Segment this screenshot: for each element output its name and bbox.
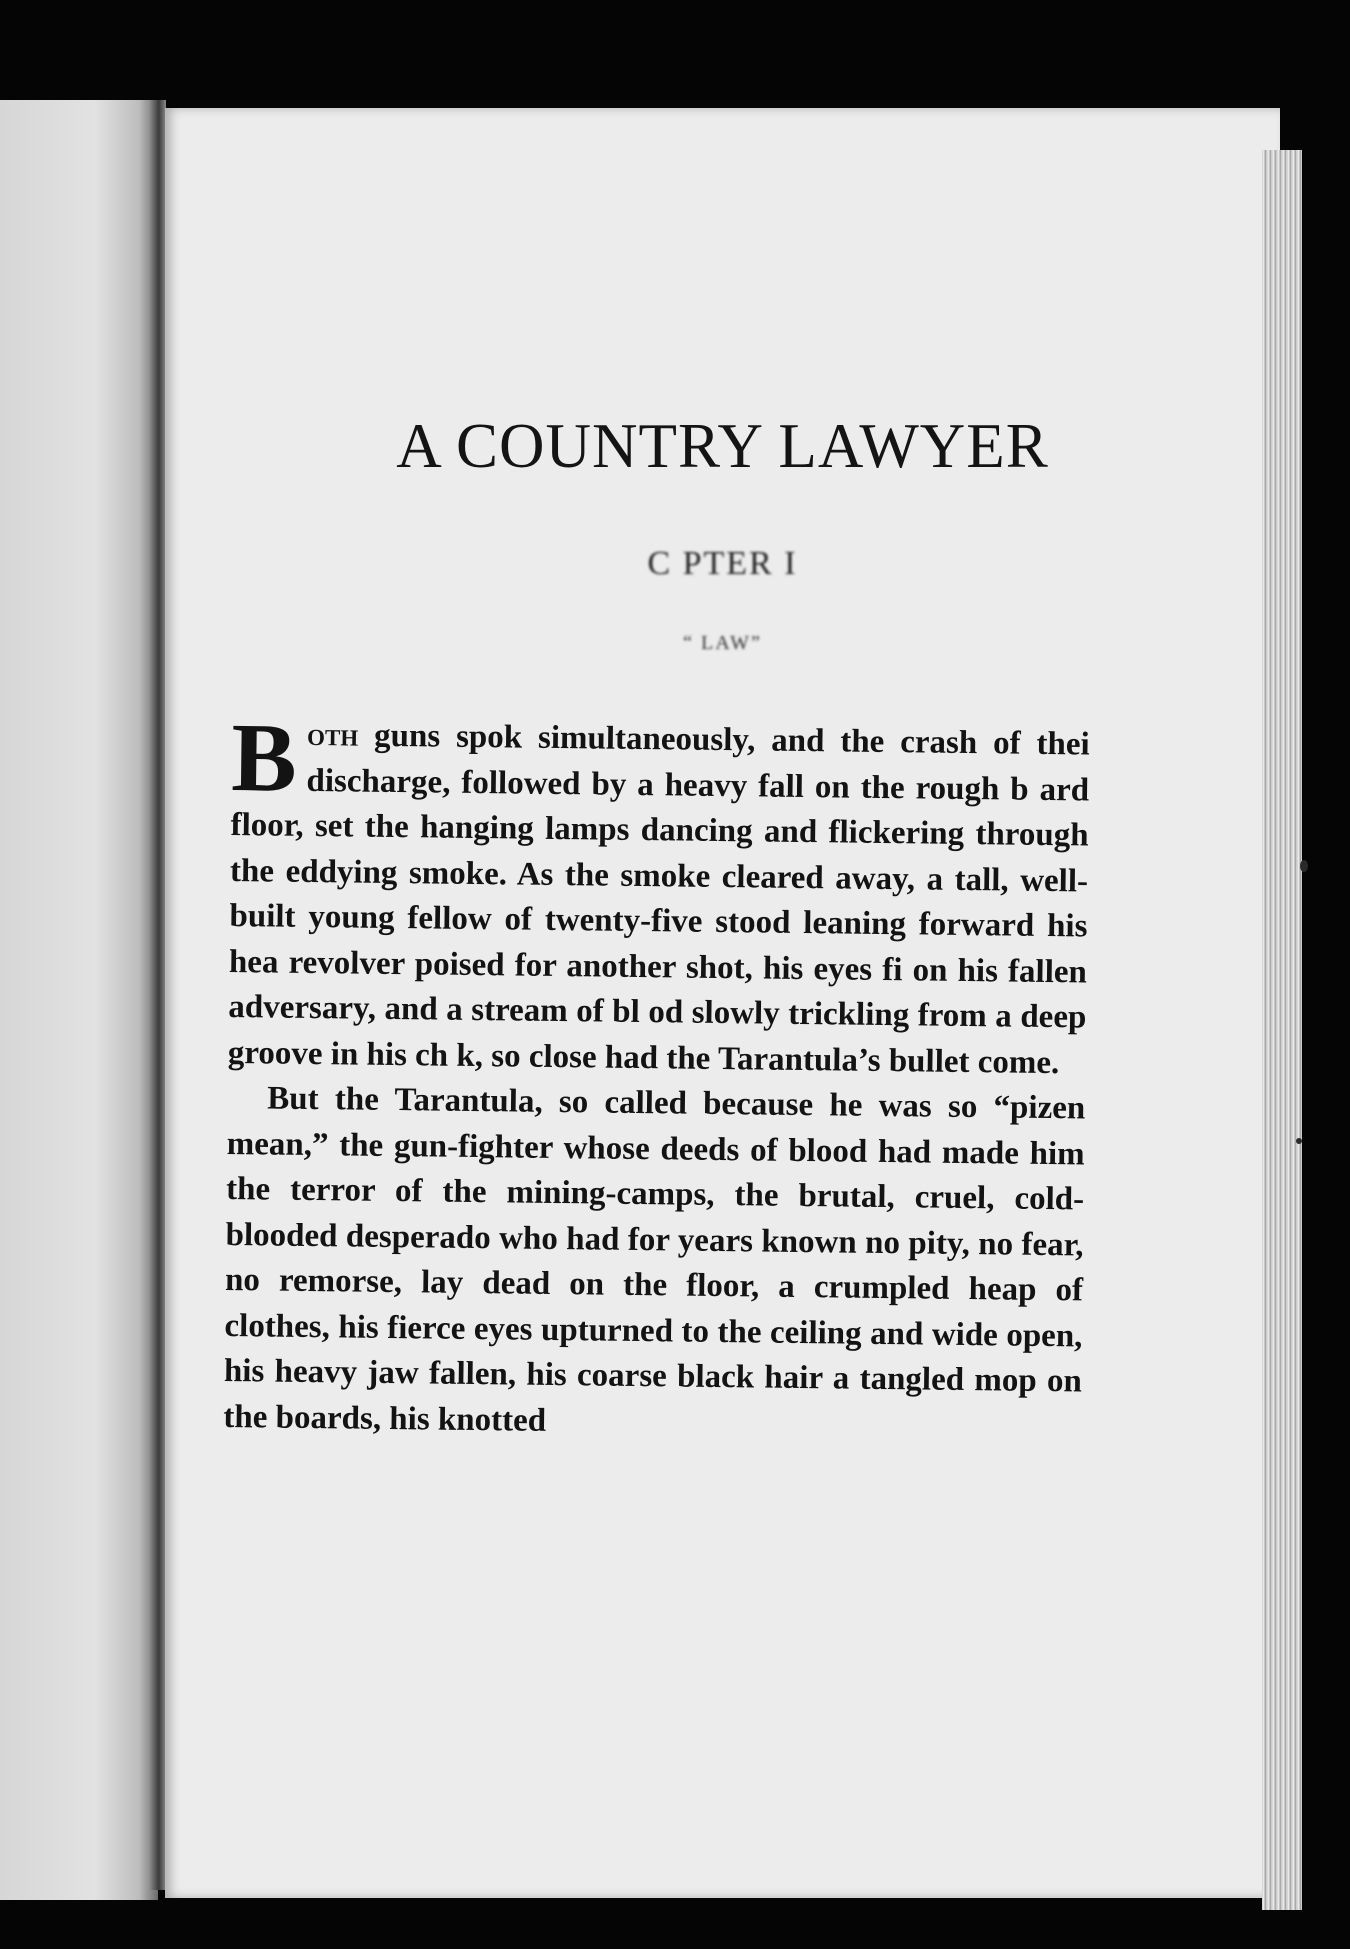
paragraph-2: But the Tarantula, so called because he was so “pizen mean,” the gun-fighter whose deeds of blood had made him the terror of the mining-camps, the brutal, cruel, cold-blooded desperado who had for years known no pity, no fear, no remorse, lay dead on the floor, a crumpled heap of clothes, his fierce eyes upturned to the ceiling and wide open, his heavy jaw fallen, his coarse black hair a tangled mop on the boards, his knotted <box>223 1080 1086 1439</box>
chapter-subtitle: “ LAW” <box>683 632 762 654</box>
book-gutter <box>148 100 166 1890</box>
book-title: A COUNTRY LAWYER <box>396 411 1049 481</box>
scan-speck <box>1300 860 1308 872</box>
paragraph-1 <box>227 704 1090 1086</box>
scan-speck <box>1296 1138 1302 1144</box>
chapter-heading: C PTER I <box>647 545 798 582</box>
left-page-edge <box>0 100 158 1900</box>
body-text <box>223 704 1090 1450</box>
lead-small-caps: oth <box>306 716 359 754</box>
paragraph-1-text: guns spok simultaneously, and the crash of thei discharge, followed by a heavy fall on the rough b ard floor, set the hanging lamps dancing and flickering through the eddying smoke. As the smoke cleared away, a tall, well-built young fellow of twenty-five stood leaning forward his hea revolver poised for another shot, his eyes fi on his fallen adversary, and a stream of bl od slowly trickling from a deep groove in his ch k, so close had the Tarantula’s bullet come. <box>227 717 1090 1081</box>
drop-cap: B <box>230 704 298 813</box>
